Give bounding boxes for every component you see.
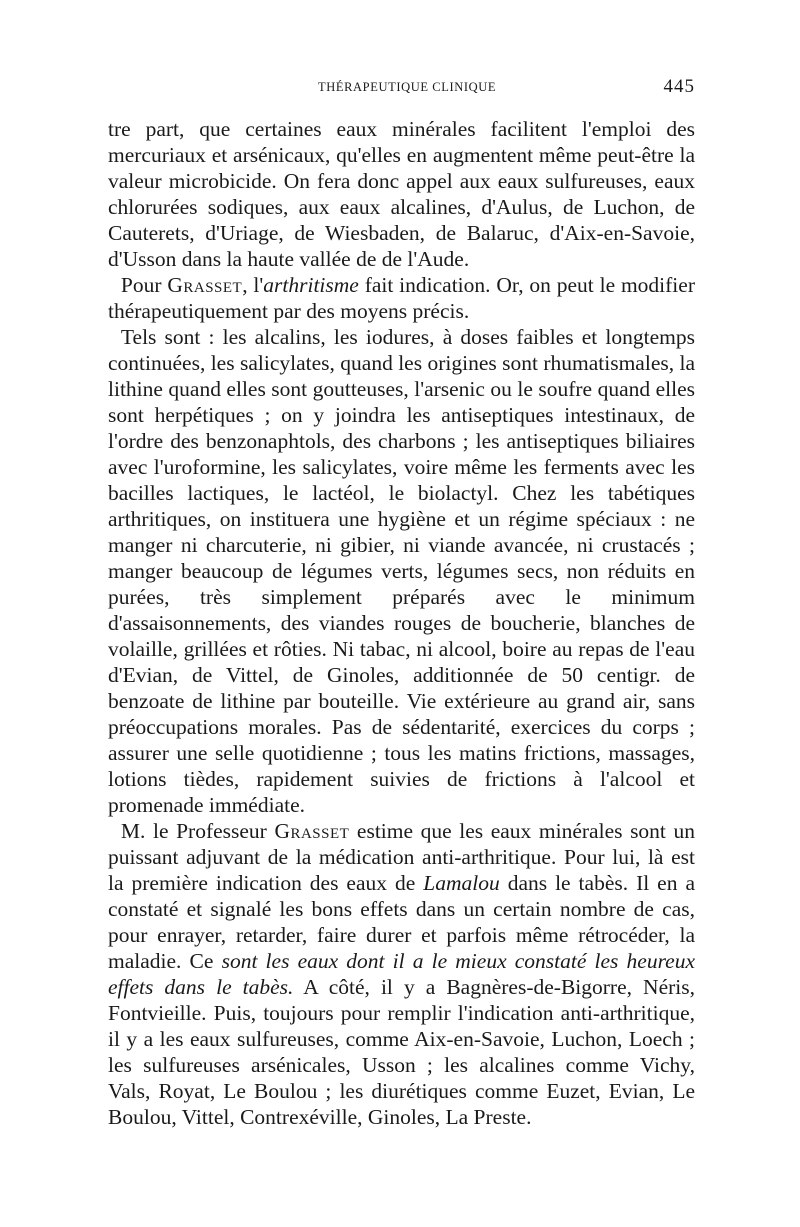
place-lamalou: Lamalou xyxy=(423,871,500,895)
p4-before: M. le Professeur xyxy=(120,819,275,843)
author-name-grasset: Grasset xyxy=(167,273,243,297)
p2-middle: , l' xyxy=(242,273,264,297)
p4-part3: A côté, il y a Bagnères-de-Bigorre, Néris, Fontvieille. Puis, toujours pour remplir l'indication anti-arthritique, il y a les eaux sulfureuses, comme Aix-en-Savoie, Luchon, Loech ; les sulfureuses arsénicales, Usson ; les alcalines comme Vichy, Vals, Royat, Le Boulou ; les diurétiques comme Euzet, Evian, Le Boulou, Vittel, Contrexéville, Ginoles, La Preste. xyxy=(108,975,695,1129)
p2-after: fait indication. Or, on peut le modifier thérapeutiquement par des moyens précis. xyxy=(108,273,695,323)
term-arthritisme: arthritisme xyxy=(263,273,359,297)
paragraph-grasset-arthritisme xyxy=(108,272,695,324)
p2-before: Pour xyxy=(120,273,168,297)
body-text xyxy=(108,116,695,1130)
emphasis-quote: sont les eaux dont il a le mieux constaté les heureux effets dans le tabès. xyxy=(108,949,695,999)
running-head xyxy=(108,76,695,100)
paragraph-treatments: Tels sont : les alcalins, les iodures, à doses faibles et longtemps continuées, les salicylates, quand les origines sont rhumatismales, la lithine quand elles sont goutteuses, l'arsenic ou le soufre quand elles sont herpétiques ; on y joindra les antiseptiques intestinaux, de l'ordre des benzonaphtols, des charbons ; les antiseptiques biliaires avec l'uroformine, les salicylates, voire même les ferments avec les bacilles lactiques, le lactéol, le biolactyl. Chez les tabétiques arthritiques, on instituera une hygiène et un régime spéciaux : ne manger ni charcuterie, ni gibier, ni viande avancée, ni crustacés ; manger beaucoup de légumes verts, légumes secs, non réduits en purées, très simplement préparés avec le minimum d'assaisonnements, des viandes rouges de boucherie, blanches de volaille, grillées et rôties. Ni tabac, ni alcool, boire au repas de l'eau d'Evian, de Vittel, de Ginoles, additionnée de 50 centigr. de benzoate de lithine par bouteille. Vie extérieure au grand air, sans préoccupations morales. Pas de sédentarité, exercices du corps ; assurer une selle quotidienne ; tous les matins frictions, massages, lotions tièdes, rapidement suivies de frictions à l'alcool et promenade immédiate. xyxy=(108,325,695,817)
author-name-grasset-2: Grasset xyxy=(274,819,350,843)
p4-part2: dans le tabès. Il en a constaté et signalé les bons effets dans un certain nombre de cas, pour enrayer, retarder, faire durer et parfois même rétrocéder, la maladie. Ce xyxy=(108,871,695,973)
p4-part1: estime que les eaux minérales sont un puissant adjuvant de la médication anti-arthritique. Pour lui, là est la première indication des eaux de xyxy=(108,819,695,895)
book-page xyxy=(108,76,695,1130)
paragraph-mineral-waters xyxy=(108,818,695,1130)
page-number: 445 xyxy=(663,76,695,97)
paragraph-continuation: tre part, que certaines eaux minérales facilitent l'emploi des mercuriaux et arsénicaux, qu'elles en augmentent même peut-être la valeur microbicide. On fera donc appel aux eaux sulfureuses, eaux chlorurées sodiques, aux eaux alcalines, d'Aulus, de Luchon, de Cauterets, d'Uriage, de Wiesbaden, de Balaruc, d'Aix-en-Savoie, d'Usson dans la haute vallée de de l'Aude. xyxy=(108,117,695,271)
running-title: THÉRAPEUTIQUE CLINIQUE xyxy=(318,80,497,94)
